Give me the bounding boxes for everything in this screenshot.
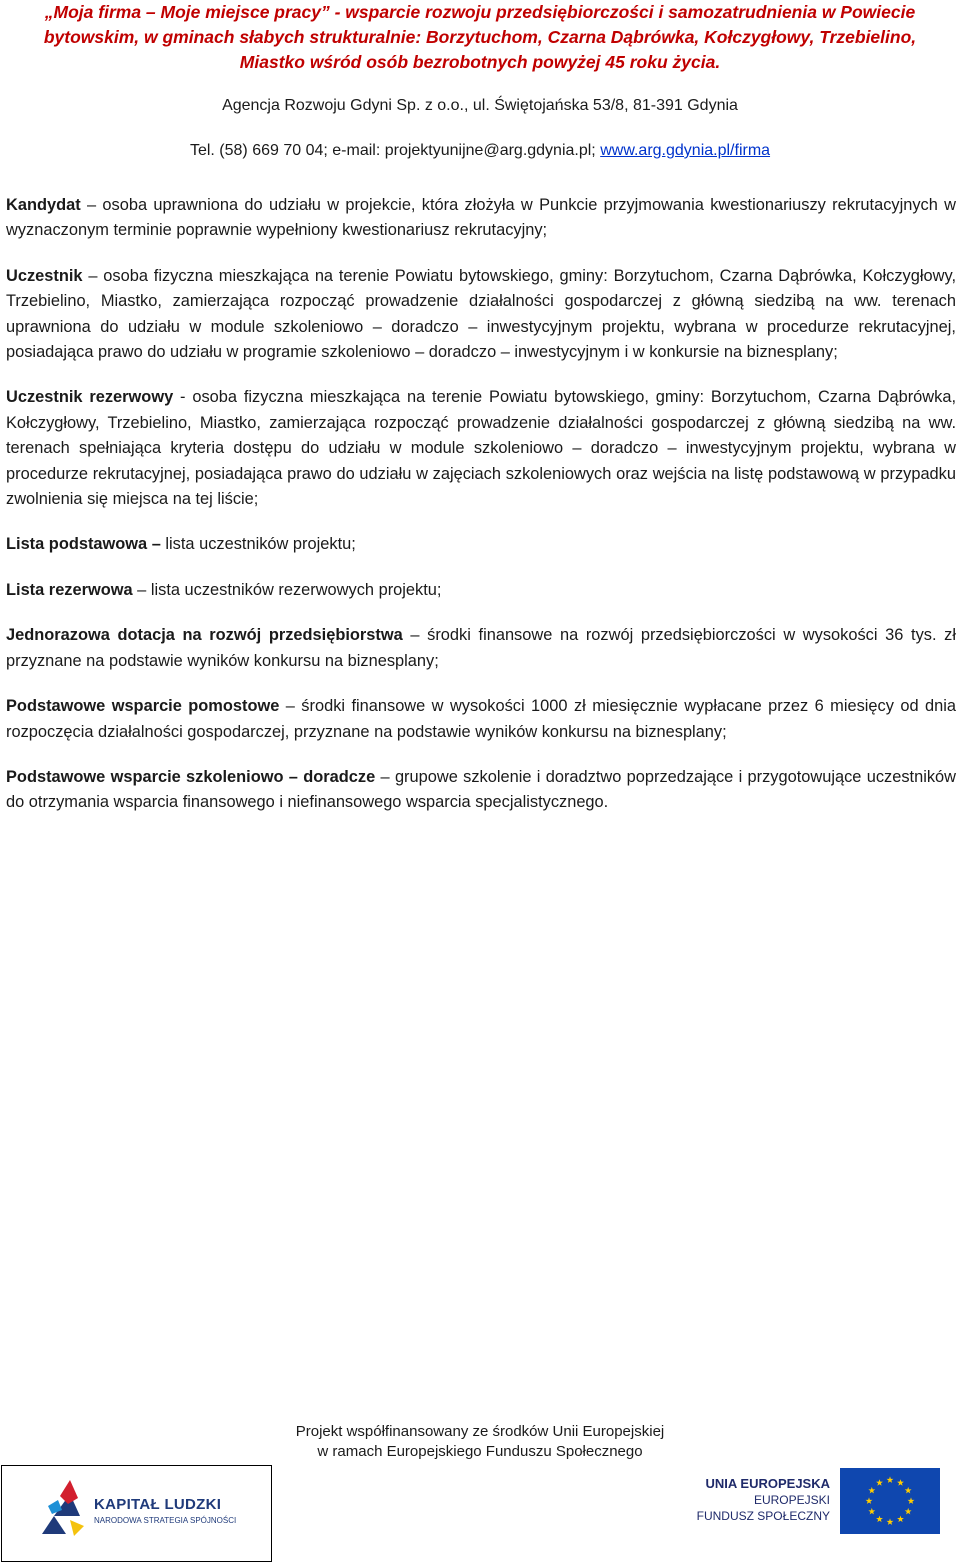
definition-text: – grupowe szkolenie i doradztwo poprzedzające i przygotowujące uczestników do otrzymania wsparcia finansowego i niefinansowego wsparcia specjalistycznego.: [6, 767, 956, 812]
footer-cofinancing-note: [0, 1422, 960, 1462]
document-header-title: [0, 0, 960, 75]
definition-term: Jednorazowa dotacja na rozwój przedsiębiorstwa: [6, 626, 403, 645]
definition-text: – środki finansowe w wysokości 1000 zł miesięcznie wypłacane przez 6 miesięcy od dnia rozpoczęcia działalności gospodarczej, przyznane na podstawie wyników konkursu na biznesplany;: [6, 697, 956, 741]
footer-line: w ramach Europejskiego Funduszu Społecznego: [317, 1443, 643, 1460]
definition-term: Kandydat: [6, 196, 81, 214]
definition-text: – lista uczestników rezerwowych projektu;: [132, 580, 442, 599]
website-link[interactable]: www.arg.gdynia.pl/firma: [600, 142, 771, 159]
definition-text: – osoba fizyczna mieszkająca na terenie Powiatu bytowskiego, gminy: Borzytuchom, Czarna Dąbrówka, Kołczygłowy, Trzebielino, Miastko, zamierzająca rozpocząć prowadzenie działalności gospodarczej z główną siedzibą na ww. terenach uprawniona do udziału w module szkoleniowo – doradczo – inwestycyjnym projektu, wybrana w procedurze rekrutacyjnej, posiadająca prawo do udziału w programie szkoleniowo – doradczo – inwestycyjnym i w konkursie na biznesplany;: [6, 266, 956, 362]
contact-text: Tel. (58) 669 70 04; e-mail: projektyunijne@arg.gdynia.pl;: [189, 142, 601, 159]
kapital-ludzki-logo: [1, 1465, 272, 1562]
definition-item: [6, 694, 956, 745]
definition-item: [6, 623, 956, 674]
definition-term: Lista rezerwowa: [6, 580, 133, 599]
definition-text: – osoba uprawniona do udziału w projekcie, która złożyła w Punkcie przyjmowania kwestionariuszy rekrutacyjnych w wyznaczonym terminie poprawnie wypełniony kwestionariusz rekrutacyjny;: [6, 196, 956, 240]
definition-item: [6, 193, 956, 244]
contact-line: [0, 140, 960, 162]
definition-item: [6, 765, 956, 816]
definition-term: Uczestnik: [6, 266, 83, 285]
header-title-line: „Moja firma – Moje miejsce pracy” - wsparcie rozwoju przedsiębiorczości i samozatrudnienia w Powiecie: [44, 2, 916, 22]
definition-term: Lista podstawowa –: [6, 535, 161, 554]
definitions-list: [6, 193, 956, 836]
definition-item: [6, 264, 956, 366]
eu-label-line: FUNDUSZ SPOŁECZNY: [696, 1509, 830, 1523]
eu-label-line: EUROPEJSKI: [753, 1493, 830, 1507]
definition-text: lista uczestników projektu;: [160, 535, 356, 554]
eu-main-label: UNIA EUROPEJSKA: [705, 1476, 830, 1491]
agency-address: Agencja Rozwoju Gdyni Sp. z o.o., ul. Świętojańska 53/8, 81-391 Gdynia: [222, 97, 738, 114]
definition-item: [6, 385, 956, 512]
definition-term: Uczestnik rezerwowy: [6, 388, 174, 407]
eu-fund-label: [680, 1476, 830, 1524]
header-title-line: Miastko wśród osób bezrobotnych powyżej 45 roku życia.: [239, 52, 721, 72]
kapital-ludzki-logo-icon: [40, 1476, 86, 1546]
definition-item: [6, 532, 956, 557]
definition-term: Podstawowe wsparcie pomostowe: [6, 697, 280, 716]
definition-term: Podstawowe wsparcie szkoleniowo – doradcze: [6, 767, 376, 786]
footer-line: Projekt współfinansowany ze środków Unii Europejskiej: [295, 1423, 665, 1440]
definition-text: – środki finansowe na rozwój przedsiębiorczości w wysokości 36 tys. zł przyznane na podstawie wyników konkursu na biznesplany;: [6, 626, 956, 670]
kapital-ludzki-subtitle: NARODOWA STRATEGIA SPÓJNOŚCI: [94, 1516, 237, 1525]
definition-item: [6, 578, 956, 603]
eu-flag-icon: [840, 1468, 940, 1534]
header-title-line: bytowskim, w gminach słabych strukturalnie: Borzytuchom, Czarna Dąbrówka, Kołczygłowy, Trzebielino,: [43, 27, 917, 47]
definition-text: - osoba fizyczna mieszkająca na terenie Powiatu bytowskiego, gminy: Borzytuchom, Czarna Dąbrówka, Kołczygłowy, Trzebielino, Miastko, zamierzająca rozpocząć prowadzenie działalności gospodarczej z główną siedzibą na ww. terenach spełniająca kryteria dostępu do udziału w module szkoleniowo – doradczo – inwestycyjnym projektu, wybrana w procedurze rekrutacyjnej, posiadająca prawo do udziału w zajęciach szkoleniowych oraz wejścia na listę podstawową w przypadku zwolnienia się miejsca na tej liście;: [6, 388, 956, 509]
kapital-ludzki-name: KAPITAŁ LUDZKI: [94, 1496, 222, 1513]
